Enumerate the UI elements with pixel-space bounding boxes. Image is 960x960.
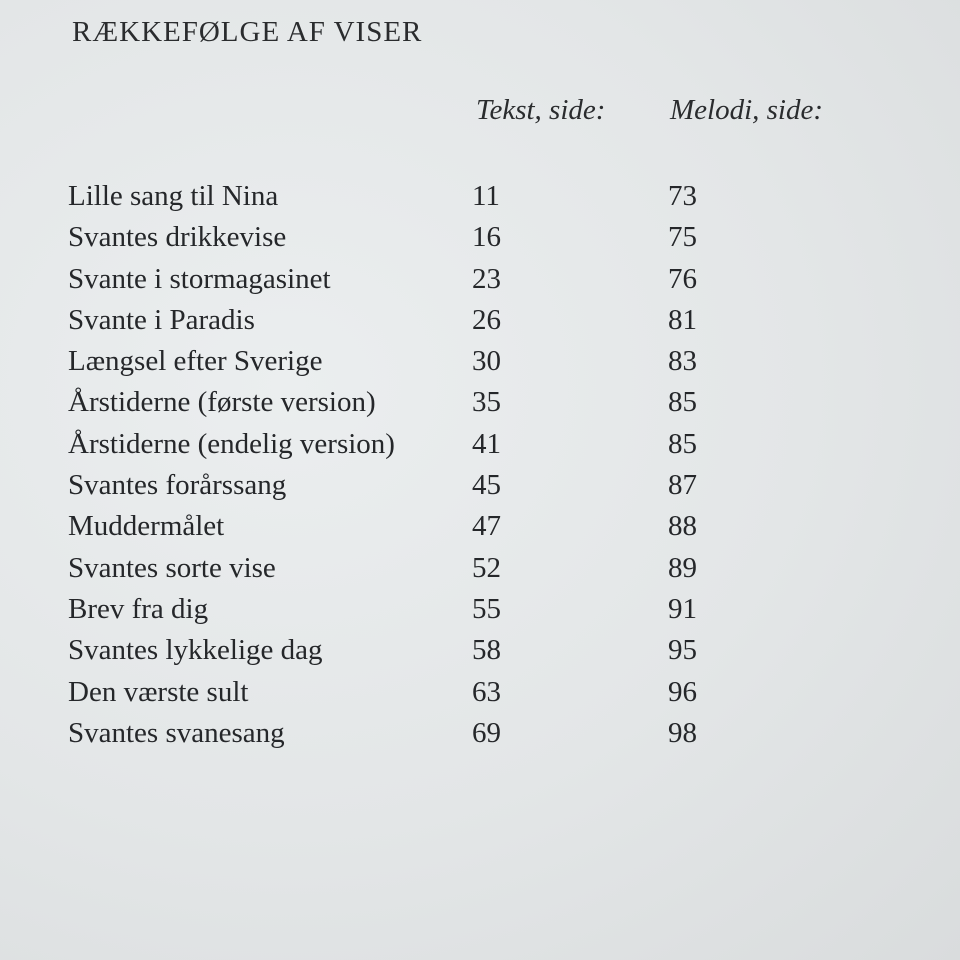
melody-page-number: 83 [668, 345, 697, 378]
list-item [68, 676, 788, 717]
list-item [68, 717, 788, 758]
song-title: Svantes svanesang [68, 716, 285, 749]
melody-page-number: 75 [668, 221, 697, 254]
text-page-number: 35 [472, 386, 501, 419]
list-item [68, 469, 788, 510]
text-page-number: 23 [472, 262, 501, 295]
song-title: Svantes drikkevise [68, 221, 287, 254]
text-page-number: 52 [472, 551, 501, 584]
song-title: Svantes forårssang [68, 469, 287, 502]
list-item [68, 180, 788, 221]
melody-page-number: 91 [668, 592, 697, 625]
text-page-number: 30 [472, 345, 501, 378]
page-title: RÆKKEFØLGE AF VISER [72, 16, 423, 48]
text-page-number: 41 [472, 427, 501, 460]
text-page-number: 55 [472, 592, 501, 625]
melody-page-number: 73 [668, 180, 697, 212]
list-item [68, 428, 788, 469]
list-item [68, 386, 788, 427]
melody-page-number: 89 [668, 551, 697, 584]
text-page-number: 58 [472, 634, 501, 667]
melody-page-number: 76 [668, 262, 697, 295]
song-list [68, 180, 788, 758]
song-title: Svante i Paradis [68, 303, 255, 336]
melody-page-number: 85 [668, 386, 697, 419]
song-title: Længsel efter Sverige [68, 345, 323, 378]
melody-page-number: 88 [668, 510, 697, 543]
list-item [68, 510, 788, 551]
list-item [68, 304, 788, 345]
text-page-header: Tekst, side: [476, 94, 606, 126]
text-page-number: 63 [472, 675, 501, 708]
melody-page-header: Melodi, side: [670, 94, 824, 126]
text-page-number: 47 [472, 510, 501, 543]
text-page-number: 16 [472, 221, 501, 254]
melody-page-number: 96 [668, 675, 697, 708]
text-page-number: 26 [472, 303, 501, 336]
melody-page-number: 81 [668, 303, 697, 336]
song-title: Lille sang til Nina [68, 180, 279, 212]
song-title: Den værste sult [68, 675, 249, 708]
melody-page-number: 95 [668, 634, 697, 667]
text-page-number: 11 [472, 180, 500, 212]
melody-page-number: 85 [668, 427, 697, 460]
song-title: Årstiderne (første version) [68, 386, 376, 419]
song-title: Årstiderne (endelig version) [68, 427, 395, 460]
list-item [68, 221, 788, 262]
list-item [68, 345, 788, 386]
list-item [68, 552, 788, 593]
song-title: Svantes sorte vise [68, 551, 276, 584]
song-title: Muddermålet [68, 510, 225, 543]
text-page-number: 45 [472, 469, 501, 502]
song-title: Svante i stormagasinet [68, 262, 331, 295]
melody-page-number: 87 [668, 469, 697, 502]
list-item [68, 593, 788, 634]
text-page-number: 69 [472, 716, 501, 749]
list-item [68, 634, 788, 675]
song-title: Brev fra dig [68, 592, 209, 625]
list-item [68, 263, 788, 304]
song-title: Svantes lykkelige dag [68, 634, 323, 667]
melody-page-number: 98 [668, 716, 697, 749]
